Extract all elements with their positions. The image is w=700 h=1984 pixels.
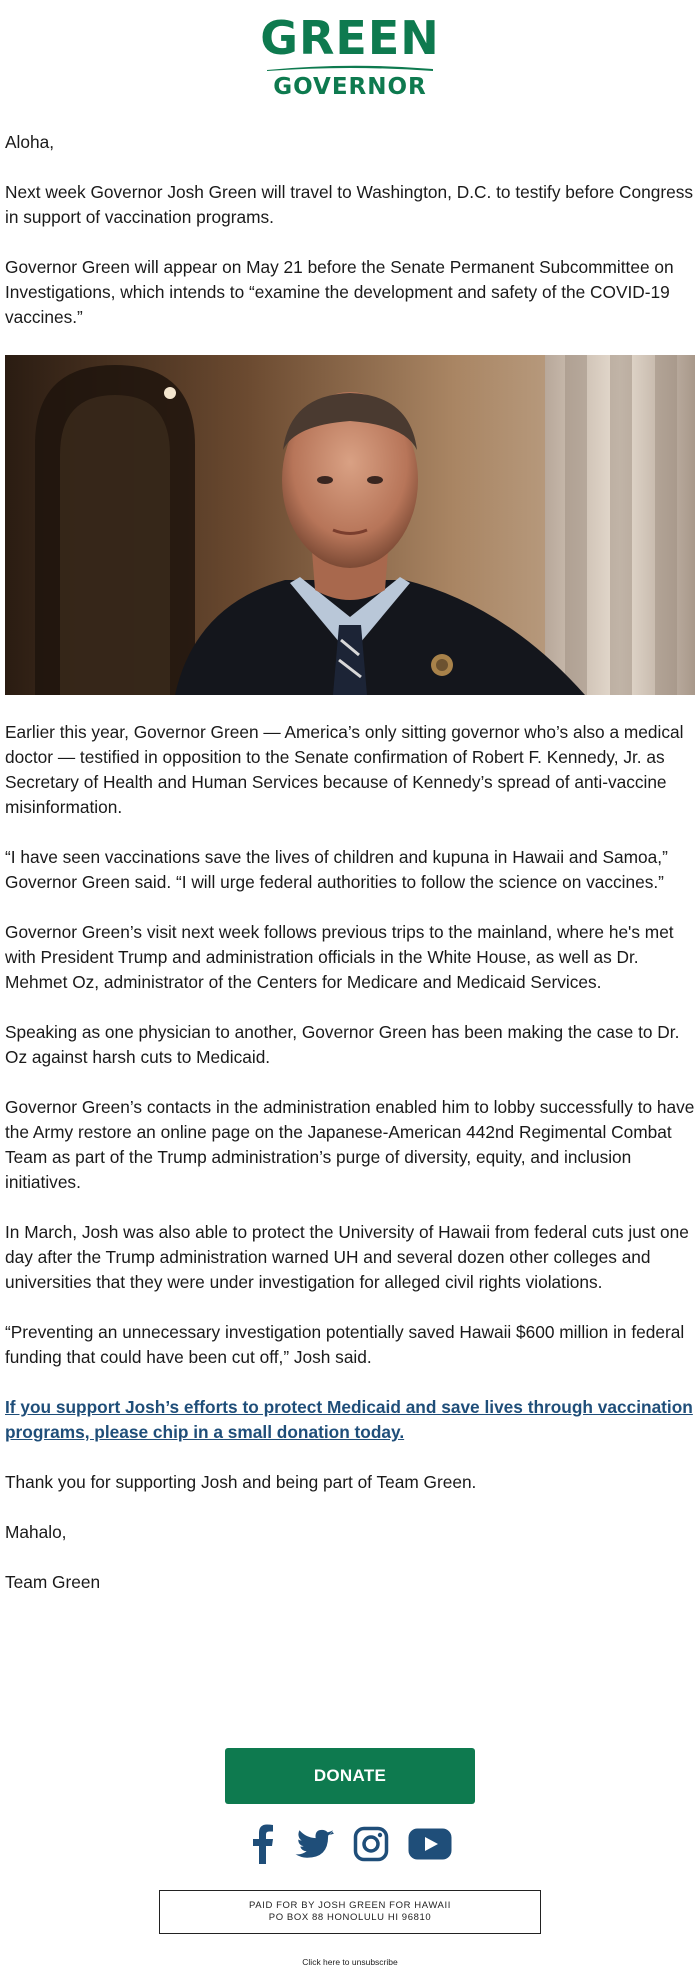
- body-paragraph-4: Speaking as one physician to another, Governor Green has been making the case to Dr. Oz against harsh cuts to Medicaid.: [5, 1022, 680, 1067]
- logo-word-governor: GOVERNOR: [273, 74, 427, 100]
- donate-button[interactable]: DONATE: [225, 1748, 475, 1804]
- body-paragraph-5: Governor Green’s contacts in the administration enabled him to lobby successfully to have the Army restore an online page on the Japanese-American 442nd Regimental Combat Team as part of the Trump administration’s purge of diversity, equity, and inclusion initiatives.: [5, 1097, 695, 1192]
- logo-swoosh-icon: [265, 64, 435, 72]
- twitter-icon[interactable]: [293, 1826, 335, 1867]
- body-paragraph-2: “I have seen vaccinations save the lives of children and kupuna in Hawaii and Samoa,” Governor Green said. “I will urge federal authorities to follow the science on vaccines.”: [5, 847, 668, 892]
- instagram-icon[interactable]: [353, 1826, 389, 1867]
- governor-portrait-photo: [5, 355, 695, 695]
- email-body: [5, 130, 695, 1620]
- intro-paragraph-2: Governor Green will appear on May 21 before the Senate Permanent Subcommittee on Investigations, which intends to “examine the development and safety of the COVID-19 vaccines.”: [5, 257, 674, 327]
- body-paragraph-3: Governor Green’s visit next week follows previous trips to the mainland, where he's met with President Trump and administration officials in the White House, as well as Dr. Mehmet Oz, administrator of the Centers for Medicare and Medicaid Services.: [5, 922, 674, 992]
- po-box-line: PO BOX 88 HONOLULU HI 96810: [268, 1912, 432, 1923]
- thanks-paragraph: Thank you for supporting Josh and being part of Team Green.: [5, 1472, 477, 1492]
- closing: Mahalo,: [5, 1522, 67, 1542]
- social-links: [252, 1822, 452, 1870]
- unsubscribe-link[interactable]: Click here to unsubscribe: [302, 1957, 398, 1967]
- cta-paragraph: [5, 1395, 695, 1445]
- paid-for-line: PAID FOR BY JOSH GREEN FOR HAWAII: [249, 1900, 451, 1911]
- youtube-icon[interactable]: [408, 1828, 452, 1865]
- body-paragraph-1: Earlier this year, Governor Green — America’s only sitting governor who’s also a medical doctor — testified in opposition to the Senate confirmation of Robert F. Kennedy, Jr. as Secretary of Health and Human Services because of Kennedy’s spread of anti-vaccine misinformation.: [5, 722, 684, 817]
- intro-paragraph-1: Next week Governor Josh Green will travel to Washington, D.C. to testify before Congress in support of vaccination programs.: [5, 182, 694, 227]
- body-paragraph-6: In March, Josh was also able to protect the University of Hawaii from federal cuts just one day after the Trump administration warned UH and several dozen other colleges and universities that they were under investigation for alleged civil rights violations.: [5, 1222, 689, 1292]
- donation-cta-link[interactable]: If you support Josh’s efforts to protect Medicaid and save lives through vaccination programs, please chip in a small donation today.: [5, 1397, 693, 1442]
- body-paragraph-7: “Preventing an unnecessary investigation potentially saved Hawaii $600 million in federal funding that could have been cut off,” Josh said.: [5, 1322, 685, 1367]
- facebook-icon[interactable]: [252, 1824, 274, 1869]
- green-governor-logo: [0, 11, 700, 100]
- paid-for-disclaimer: [159, 1890, 541, 1934]
- signature: Team Green: [5, 1572, 101, 1592]
- greeting: Aloha,: [5, 132, 55, 152]
- logo-word-green: GREEN: [260, 11, 440, 65]
